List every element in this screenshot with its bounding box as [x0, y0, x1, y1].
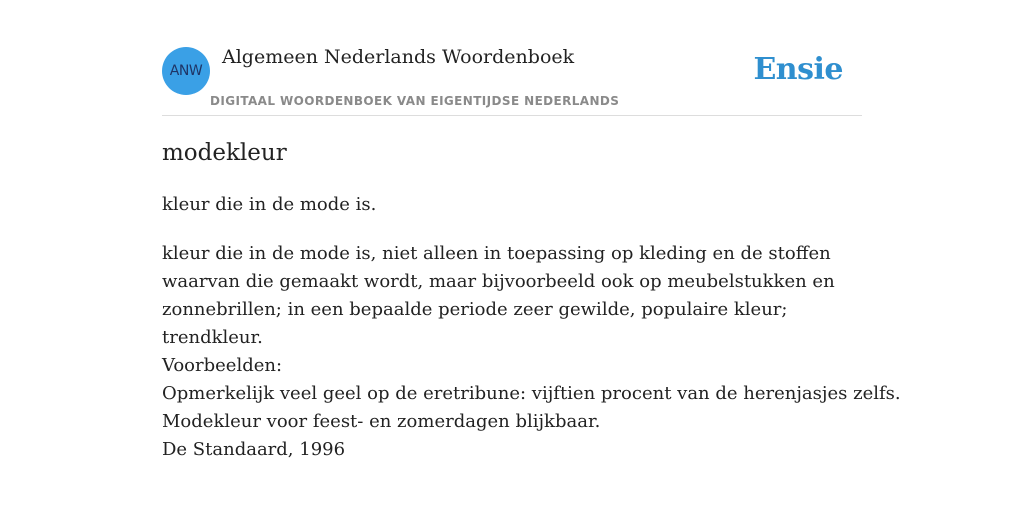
- anw-logo[interactable]: ANW: [162, 47, 210, 95]
- entry-short-definition: kleur die in de mode is.: [162, 194, 377, 215]
- examples-label: Voorbeelden:: [162, 355, 283, 376]
- example-sentence: Opmerkelijk veel geel op de eretribune: vijftien procent van de herenjasjes zelfs.: [162, 383, 901, 404]
- site-subtitle: DIGITAAL WOORDENBOEK VAN EIGENTIJDSE NEDERLANDS: [210, 94, 620, 108]
- ensie-brand-logo[interactable]: Ensie: [753, 52, 843, 87]
- example-source: De Standaard, 1996: [162, 439, 346, 460]
- page: [162, 0, 901, 512]
- site-header: [162, 0, 862, 116]
- entry-headword: modekleur: [162, 140, 287, 166]
- site-title[interactable]: Algemeen Nederlands Woordenboek: [222, 46, 575, 68]
- entry-examples: [162, 352, 901, 464]
- entry-long-definition: kleur die in de mode is, niet alleen in toepassing op kleding en de stoffen waarvan die gemaakt wordt, maar bijvoorbeeld ook op meubelstukken en zonnebrillen; in een bepaalde periode zeer gewilde, populaire kleur; trendkleur.: [162, 243, 835, 348]
- example-sentence: Modekleur voor feest- en zomerdagen blijkbaar.: [162, 411, 601, 432]
